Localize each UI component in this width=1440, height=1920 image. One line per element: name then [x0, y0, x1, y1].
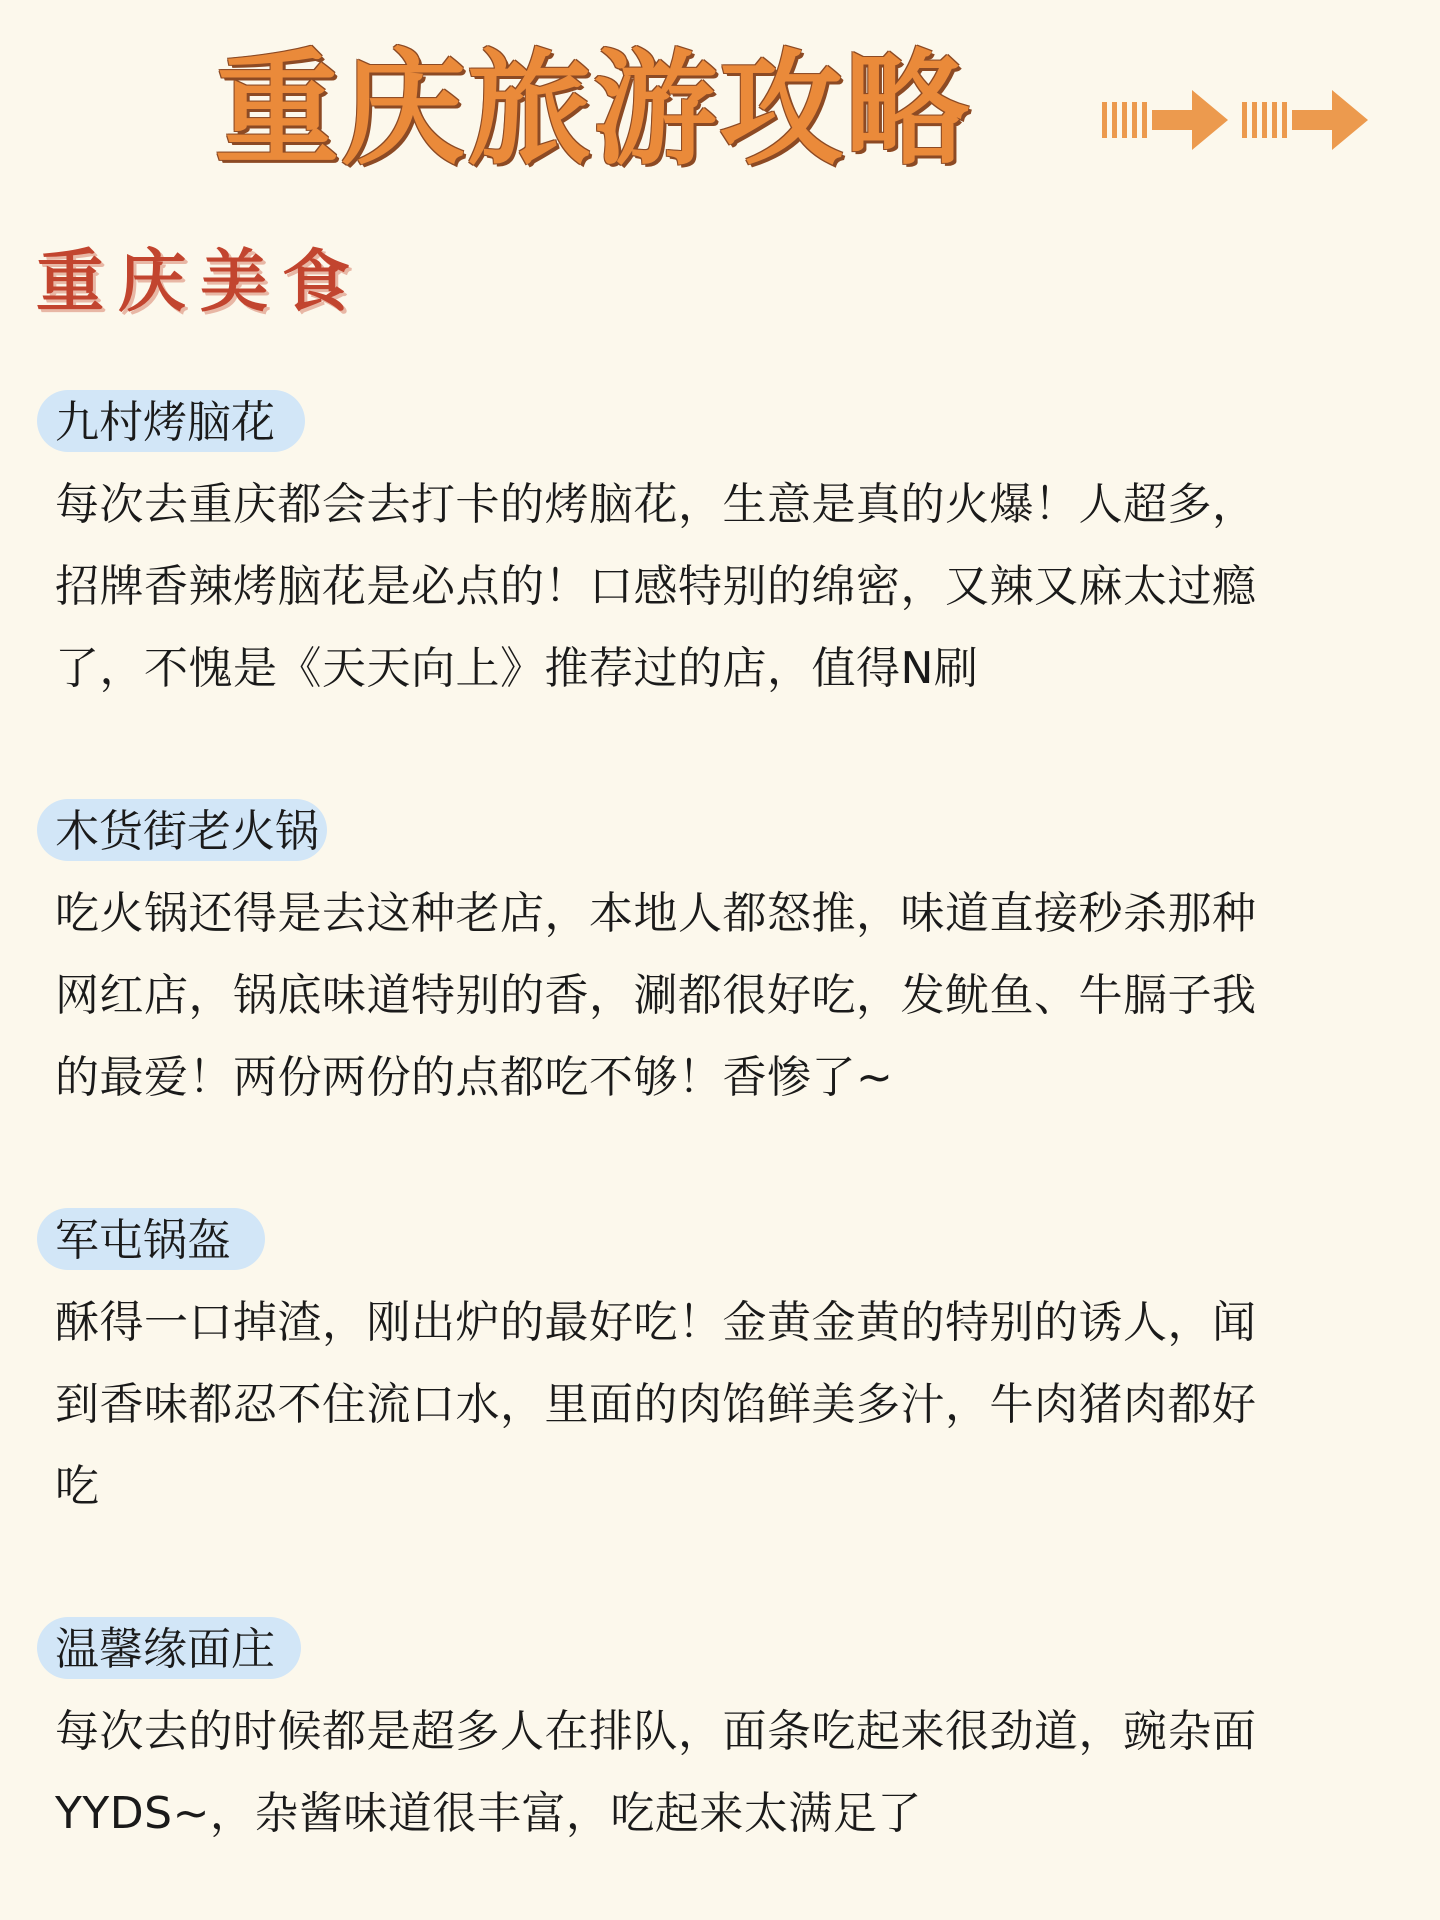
section-heading: 木货街老火锅 — [55, 806, 319, 857]
section-title: 重庆美食 — [36, 243, 365, 322]
food-section — [55, 1200, 1390, 1528]
section-heading: 温馨缘面庄 — [55, 1624, 275, 1675]
food-section — [55, 382, 1390, 710]
page-title: 重庆旅游攻略 — [215, 38, 972, 182]
body-line: 每次去的时候都是超多人在排队，面条吃起来很劲道，豌杂面 — [55, 1706, 1257, 1757]
body-line: 每次去重庆都会去打卡的烤脑花，生意是真的火爆！人超多， — [55, 479, 1257, 530]
food-section — [55, 1609, 1390, 1855]
double-arrow-icon — [1100, 80, 1370, 160]
body-line: 吃火锅还得是去这种老店，本地人都怒推，味道直接秒杀那种 — [55, 888, 1257, 939]
section-heading: 军屯锅盔 — [55, 1215, 231, 1266]
body-line: 酥得一口掉渣，刚出炉的最好吃！金黄金黄的特别的诱人，闻 — [55, 1297, 1257, 1348]
body-line: YYDS~，杂酱味道很丰富，吃起来太满足了 — [55, 1788, 922, 1839]
body-line: 网红店，锅底味道特别的香，涮都很好吃，发鱿鱼、牛膈子我 — [55, 970, 1257, 1021]
food-section — [55, 791, 1390, 1119]
body-line: 吃 — [55, 1461, 100, 1512]
body-line: 招牌香辣烤脑花是必点的！口感特别的绵密，又辣又麻太过瘾 — [55, 561, 1257, 612]
body-line: 的最爱！两份两份的点都吃不够！香惨了~ — [55, 1052, 894, 1103]
body-line: 到香味都忍不住流口水，里面的肉馅鲜美多汁，牛肉猪肉都好 — [55, 1379, 1257, 1430]
body-line: 了，不愧是《天天向上》推荐过的店，值得N刷 — [55, 643, 979, 694]
section-heading: 九村烤脑花 — [55, 397, 275, 448]
